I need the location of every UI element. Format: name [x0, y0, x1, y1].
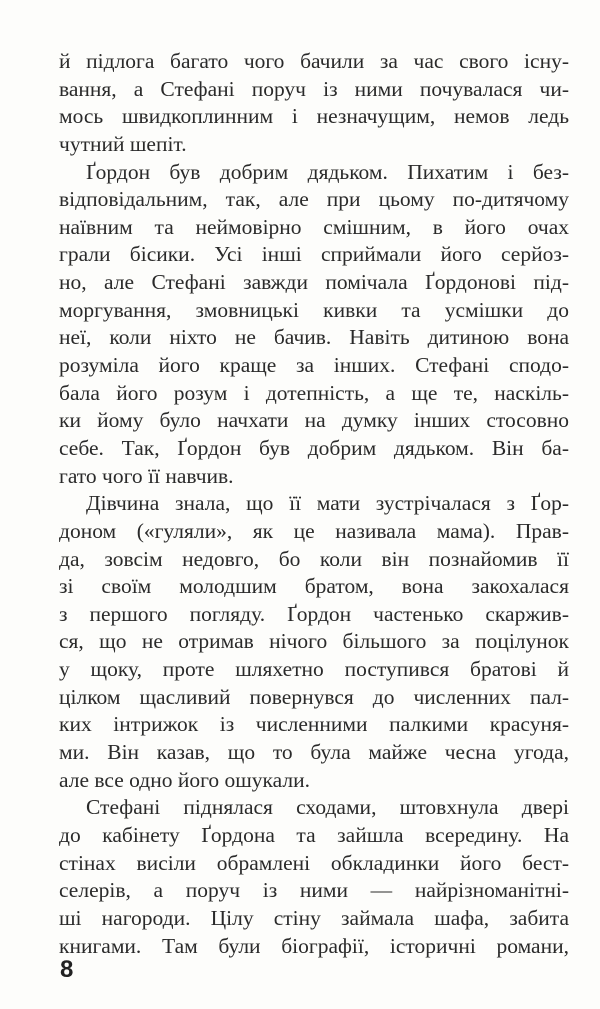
text-line: ми. Він казав, що то була майже чесна угода,	[59, 740, 569, 765]
text-line: ки йому було начхати на думку інших стосовно	[59, 408, 569, 433]
text-line: з першого погляду. Ґордон частенько скаржив-	[59, 601, 569, 626]
text-line: вання, а Стефані поруч із ними почувалася чи-	[59, 76, 569, 101]
paragraph	[59, 48, 569, 159]
page-number: 8	[60, 956, 74, 983]
text-line: ких інтрижок із численними палкими красуня-	[59, 712, 569, 737]
text-line: й підлога багато чого бачили за час свого існу-	[59, 49, 569, 73]
text-line: зі своїм молодшим братом, вона закохалася	[59, 574, 569, 599]
text-line: бала його розум і дотепність, а ще те, наскіль-	[59, 380, 569, 405]
text-line: але все одно його ошукали.	[59, 767, 311, 792]
text-line: розуміла його краще за інших. Стефані сподо-	[59, 353, 569, 378]
text-line: ся, що не отримав нічого більшого за поцілунок	[59, 629, 569, 654]
text-line: Стефані піднялася сходами, штовхнула двері	[86, 795, 569, 820]
text-line: моргування, змовницькі кивки та усмішки до	[59, 297, 569, 322]
paragraph	[59, 490, 569, 794]
text-line: селерів, а поруч із ними — найрізноманітні-	[59, 878, 569, 903]
text-line: книгами. Там були біографії, історичні романи,	[59, 933, 569, 958]
text-line: Ґордон був добрим дядьком. Пихатим і без-	[86, 159, 569, 184]
text-line: наївним та неймовірно смішним, в його очах	[59, 214, 569, 239]
text-line: себе. Так, Ґордон був добрим дядьком. Він ба-	[59, 435, 569, 460]
text-line: доном («гуляли», як це називала мама). Прав-	[59, 518, 569, 543]
text-line: відповідальним, так, але при цьому по-дитячому	[59, 187, 569, 212]
text-line: Дівчина знала, що її мати зустрічалася з Ґор-	[86, 491, 569, 516]
text-line: грали бісики. Усі інші сприймали його серйоз-	[59, 242, 569, 267]
text-line: до кабінету Ґордона та зайшла всередину. На	[59, 822, 569, 847]
text-line: цілком щасливий повернувся до численних пал-	[59, 684, 569, 709]
text-line: у щоку, проте шляхетно поступився братові й	[59, 657, 569, 682]
text-line: но, але Стефані завжди помічала Ґордонові під-	[59, 270, 569, 295]
paragraph	[59, 159, 569, 491]
text-line: чутний шепіт.	[59, 131, 187, 156]
text-line: мось швидкоплинним і незначущим, немов ледь	[59, 104, 569, 129]
text-line: стінах висіли обрамлені обкладинки його бест-	[59, 850, 569, 875]
text-line: ші нагороди. Цілу стіну займала шафа, забита	[59, 905, 569, 930]
text-line: да, зовсім недовго, бо коли він познайомив її	[59, 546, 569, 571]
paragraph	[59, 794, 569, 960]
page-body-text	[59, 48, 569, 960]
text-line: неї, коли ніхто не бачив. Навіть дитиною вона	[59, 325, 569, 350]
text-line: гато чого її навчив.	[59, 463, 234, 488]
